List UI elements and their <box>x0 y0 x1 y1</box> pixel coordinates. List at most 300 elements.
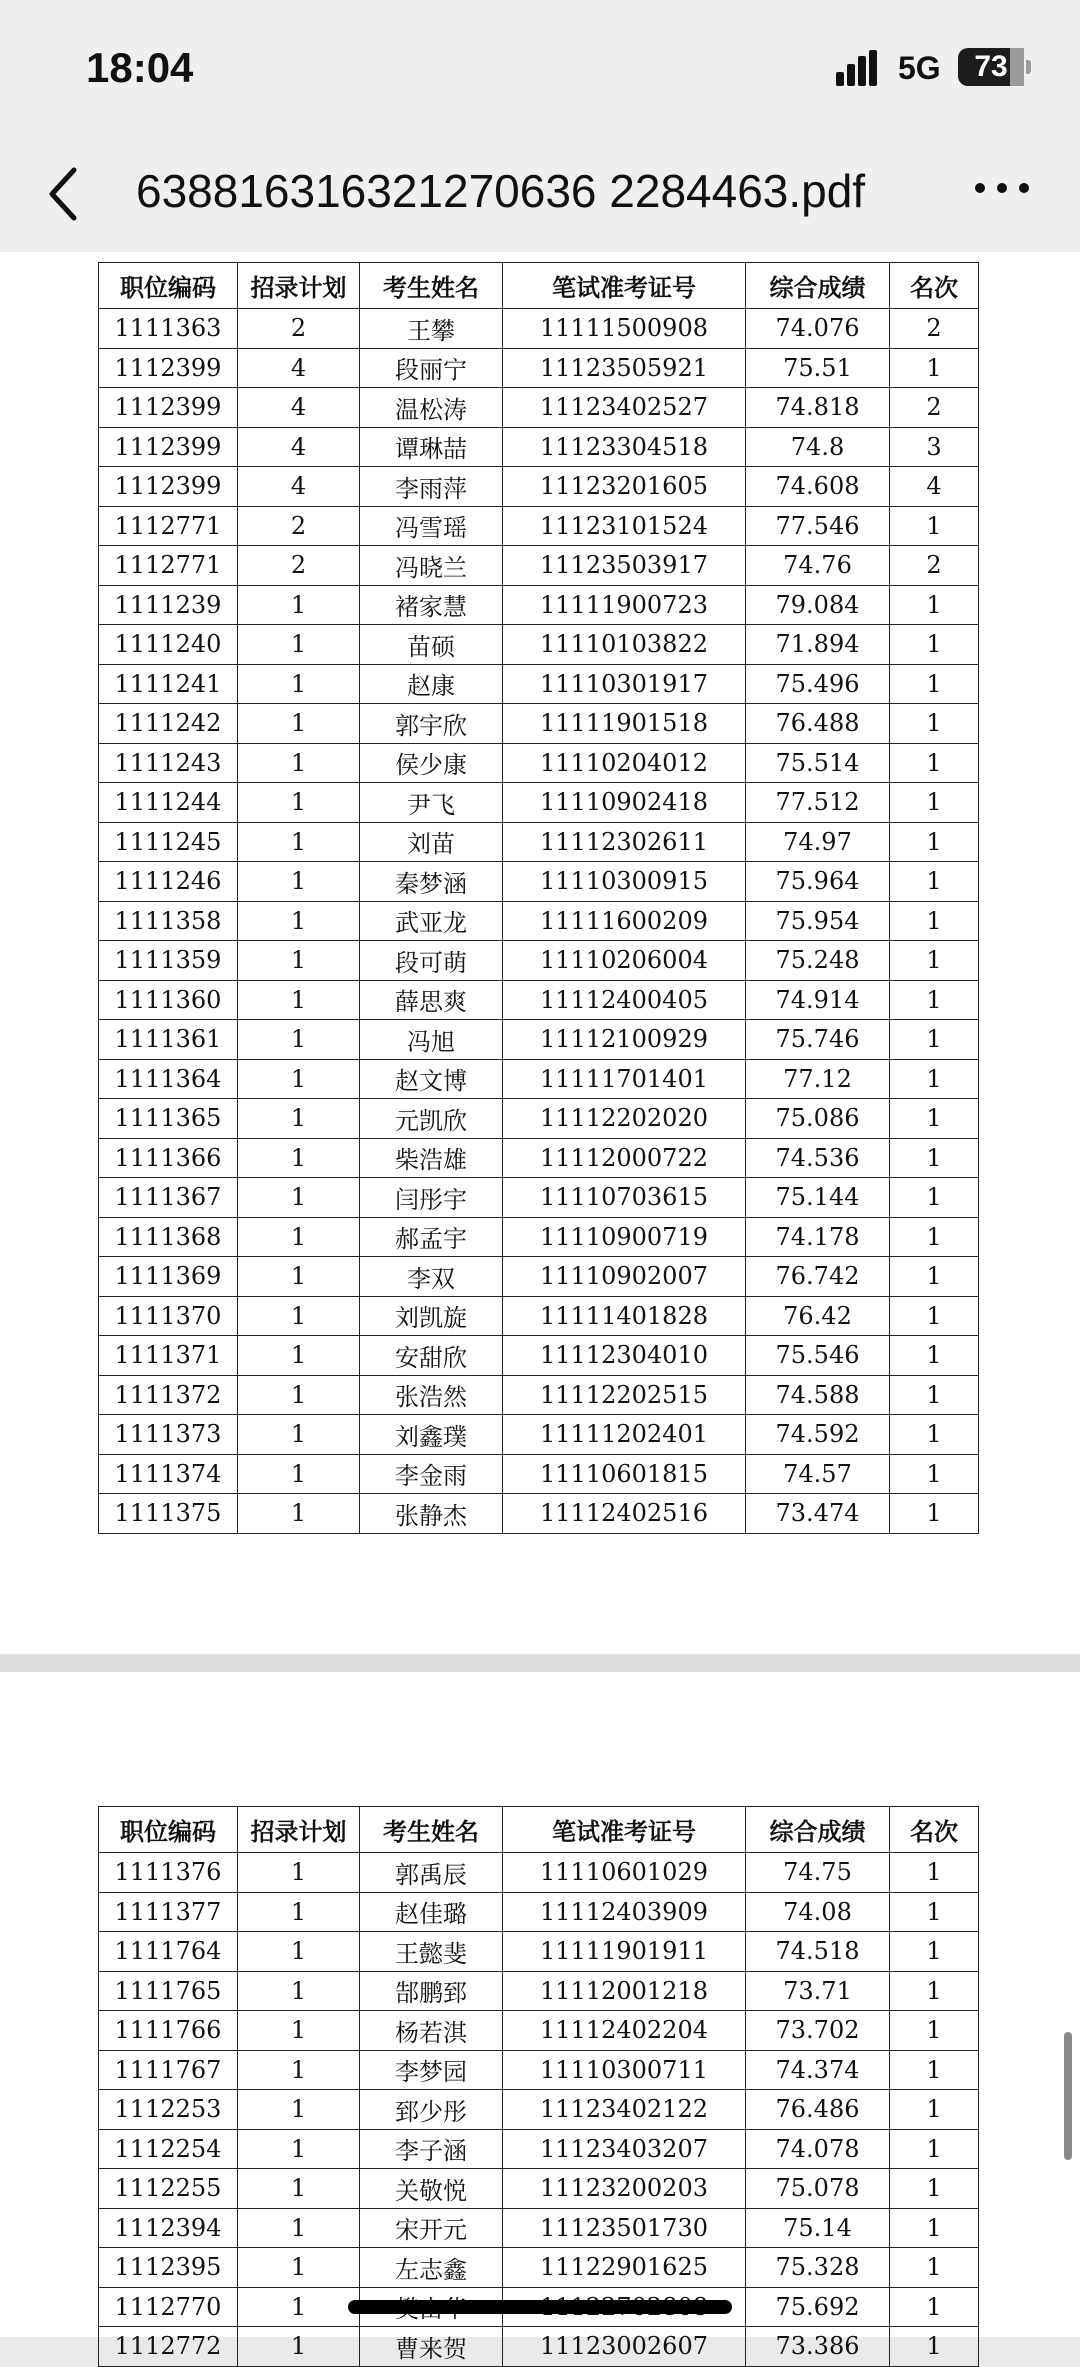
score-table-page-1 <box>98 262 979 1534</box>
cell-recruit-plan: 1 <box>238 743 360 783</box>
cell-total-score: 77.512 <box>746 783 890 823</box>
cell-total-score: 74.608 <box>746 467 890 507</box>
cell-exam-ticket: 11110204012 <box>503 743 746 783</box>
cell-exam-ticket: 11123505921 <box>503 348 746 388</box>
cell-exam-ticket: 11123002607 <box>503 2327 746 2367</box>
cell-exam-ticket: 11110206004 <box>503 941 746 981</box>
table-body-page-2 <box>99 1853 979 2367</box>
header-position-code: 职位编码 <box>99 263 238 309</box>
cell-exam-ticket: 11110601029 <box>503 1853 746 1893</box>
cell-recruit-plan: 1 <box>238 1257 360 1297</box>
nav-bar <box>0 140 1080 252</box>
cell-exam-ticket: 11123403207 <box>503 2129 746 2169</box>
cell-exam-ticket: 11123402122 <box>503 2090 746 2130</box>
cell-rank: 2 <box>890 388 979 428</box>
battery-icon <box>958 48 1024 86</box>
cell-candidate-name: 柴浩雄 <box>360 1138 503 1178</box>
cell-recruit-plan: 2 <box>238 506 360 546</box>
table-row <box>99 348 979 388</box>
table-row <box>99 1138 979 1178</box>
cell-rank: 1 <box>890 704 979 744</box>
cell-total-score: 75.514 <box>746 743 890 783</box>
cell-recruit-plan: 1 <box>238 901 360 941</box>
cell-candidate-name: 张浩然 <box>360 1375 503 1415</box>
cell-candidate-name: 杨若淇 <box>360 2011 503 2051</box>
table-row <box>99 1892 979 1932</box>
cell-candidate-name: 冯旭 <box>360 1020 503 1060</box>
cell-exam-ticket: 11110300915 <box>503 862 746 902</box>
back-button[interactable] <box>40 162 90 226</box>
cell-rank: 1 <box>890 822 979 862</box>
header-exam-ticket: 笔试准考证号 <box>503 263 746 309</box>
table-row <box>99 664 979 704</box>
cell-rank: 1 <box>890 2327 979 2367</box>
cell-position-code: 1111239 <box>99 585 238 625</box>
cell-recruit-plan: 4 <box>238 388 360 428</box>
table-row <box>99 1853 979 1893</box>
table-row <box>99 1099 979 1139</box>
cell-total-score: 76.742 <box>746 1257 890 1297</box>
cell-total-score: 76.486 <box>746 2090 890 2130</box>
cell-position-code: 1111358 <box>99 901 238 941</box>
cell-exam-ticket: 11123200203 <box>503 2169 746 2209</box>
header-exam-ticket: 笔试准考证号 <box>503 1807 746 1853</box>
cell-total-score: 75.964 <box>746 862 890 902</box>
cell-recruit-plan: 1 <box>238 1296 360 1336</box>
cell-recruit-plan: 1 <box>238 2169 360 2209</box>
cell-candidate-name: 苗硕 <box>360 625 503 665</box>
cell-rank: 1 <box>890 2208 979 2248</box>
cell-total-score: 75.51 <box>746 348 890 388</box>
cell-position-code: 1111369 <box>99 1257 238 1297</box>
table-row <box>99 1415 979 1455</box>
cell-position-code: 1111766 <box>99 2011 238 2051</box>
network-type: 5G <box>898 50 941 86</box>
cell-exam-ticket: 11123201605 <box>503 467 746 507</box>
header-candidate-name: 考生姓名 <box>360 1807 503 1853</box>
cell-exam-ticket: 11112400405 <box>503 980 746 1020</box>
table-row <box>99 1257 979 1297</box>
cell-position-code: 1111765 <box>99 1971 238 2011</box>
table-row <box>99 822 979 862</box>
cell-candidate-name: 王懿斐 <box>360 1932 503 1972</box>
cell-candidate-name: 刘鑫璞 <box>360 1415 503 1455</box>
cell-total-score: 75.248 <box>746 941 890 981</box>
cell-total-score: 77.12 <box>746 1059 890 1099</box>
table-row <box>99 2011 979 2051</box>
battery-cap <box>1026 60 1031 74</box>
cell-recruit-plan: 1 <box>238 783 360 823</box>
page-separator <box>0 1654 1080 1672</box>
pdf-page-1 <box>0 252 1080 1654</box>
cell-rank: 1 <box>890 783 979 823</box>
cell-recruit-plan: 1 <box>238 585 360 625</box>
cell-recruit-plan: 1 <box>238 2090 360 2130</box>
cell-position-code: 1111366 <box>99 1138 238 1178</box>
cell-rank: 1 <box>890 1059 979 1099</box>
cell-rank: 1 <box>890 1454 979 1494</box>
cell-rank: 1 <box>890 1971 979 2011</box>
cell-rank: 1 <box>890 1020 979 1060</box>
cell-rank: 1 <box>890 1138 979 1178</box>
chevron-left-icon <box>40 162 90 226</box>
table-row <box>99 2248 979 2288</box>
cell-position-code: 1111240 <box>99 625 238 665</box>
cell-rank: 1 <box>890 1375 979 1415</box>
cell-recruit-plan: 1 <box>238 2248 360 2288</box>
cell-exam-ticket: 11123501730 <box>503 2208 746 2248</box>
cell-total-score: 74.076 <box>746 309 890 349</box>
cell-rank: 1 <box>890 1892 979 1932</box>
cell-position-code: 1112399 <box>99 348 238 388</box>
cell-position-code: 1111764 <box>99 1932 238 1972</box>
cell-candidate-name: 张静杰 <box>360 1494 503 1534</box>
cell-rank: 1 <box>890 2169 979 2209</box>
table-row <box>99 1020 979 1060</box>
cell-rank: 1 <box>890 625 979 665</box>
cell-candidate-name: 王攀 <box>360 309 503 349</box>
cell-candidate-name: 郅少彤 <box>360 2090 503 2130</box>
table-row <box>99 783 979 823</box>
cell-position-code: 1112255 <box>99 2169 238 2209</box>
cell-total-score: 74.57 <box>746 1454 890 1494</box>
cell-exam-ticket: 11112202020 <box>503 1099 746 1139</box>
cell-candidate-name: 温松涛 <box>360 388 503 428</box>
table-header-row <box>99 263 979 309</box>
cell-recruit-plan: 1 <box>238 2129 360 2169</box>
cell-position-code: 1111377 <box>99 1892 238 1932</box>
table-row <box>99 625 979 665</box>
cell-exam-ticket: 11112302611 <box>503 822 746 862</box>
cell-rank: 1 <box>890 1257 979 1297</box>
header-position-code: 职位编码 <box>99 1807 238 1853</box>
cell-recruit-plan: 1 <box>238 1138 360 1178</box>
table-row <box>99 743 979 783</box>
cell-total-score: 75.496 <box>746 664 890 704</box>
cell-candidate-name: 段可萌 <box>360 941 503 981</box>
cell-recruit-plan: 1 <box>238 1020 360 1060</box>
table-row <box>99 2208 979 2248</box>
cell-exam-ticket: 11111401828 <box>503 1296 746 1336</box>
cell-total-score: 75.692 <box>746 2287 890 2327</box>
cell-exam-ticket: 11111901911 <box>503 1932 746 1972</box>
cell-rank: 1 <box>890 506 979 546</box>
cell-total-score: 74.588 <box>746 1375 890 1415</box>
cell-exam-ticket: 11110300711 <box>503 2050 746 2090</box>
cell-rank: 4 <box>890 467 979 507</box>
cell-position-code: 1111363 <box>99 309 238 349</box>
cell-total-score: 74.374 <box>746 2050 890 2090</box>
table-row <box>99 1971 979 2011</box>
cell-total-score: 74.08 <box>746 1892 890 1932</box>
table-row <box>99 980 979 1020</box>
cell-position-code: 1111241 <box>99 664 238 704</box>
table-row <box>99 2090 979 2130</box>
table-row <box>99 2327 979 2367</box>
cell-position-code: 1111372 <box>99 1375 238 1415</box>
cell-total-score: 75.144 <box>746 1178 890 1218</box>
cell-position-code: 1111375 <box>99 1494 238 1534</box>
document-title: 638816316321270636 2284463.pdf <box>136 165 866 217</box>
cell-candidate-name: 李子涵 <box>360 2129 503 2169</box>
cell-candidate-name: 安甜欣 <box>360 1336 503 1376</box>
cell-candidate-name: 赵文博 <box>360 1059 503 1099</box>
status-bar <box>0 0 1080 140</box>
cell-recruit-plan: 4 <box>238 348 360 388</box>
cell-candidate-name: 李金雨 <box>360 1454 503 1494</box>
cell-exam-ticket: 11110103822 <box>503 625 746 665</box>
table-row <box>99 1059 979 1099</box>
cell-position-code: 1112254 <box>99 2129 238 2169</box>
battery-level: 73 <box>974 50 1008 83</box>
cell-recruit-plan: 1 <box>238 1178 360 1218</box>
table-row <box>99 1178 979 1218</box>
scrollbar[interactable] <box>1064 2032 1072 2160</box>
cell-rank: 1 <box>890 1336 979 1376</box>
cell-exam-ticket: 11110902007 <box>503 1257 746 1297</box>
cell-recruit-plan: 1 <box>238 2050 360 2090</box>
cell-candidate-name: 郝孟宇 <box>360 1217 503 1257</box>
cell-total-score: 75.954 <box>746 901 890 941</box>
cell-position-code: 1111371 <box>99 1336 238 1376</box>
cell-rank: 1 <box>890 1217 979 1257</box>
cell-exam-ticket: 11110601815 <box>503 1454 746 1494</box>
cell-total-score: 73.386 <box>746 2327 890 2367</box>
cell-candidate-name: 刘凯旋 <box>360 1296 503 1336</box>
cell-rank: 1 <box>890 1932 979 1972</box>
header-candidate-name: 考生姓名 <box>360 263 503 309</box>
cell-position-code: 1111246 <box>99 862 238 902</box>
cell-position-code: 1111368 <box>99 1217 238 1257</box>
cell-rank: 1 <box>890 1415 979 1455</box>
cell-candidate-name: 段丽宁 <box>360 348 503 388</box>
cell-exam-ticket: 11111900723 <box>503 585 746 625</box>
cell-rank: 1 <box>890 2090 979 2130</box>
cell-position-code: 1112399 <box>99 467 238 507</box>
table-row <box>99 862 979 902</box>
table-row <box>99 1932 979 1972</box>
cell-position-code: 1112394 <box>99 2208 238 2248</box>
cell-candidate-name: 宋开元 <box>360 2208 503 2248</box>
cell-rank: 1 <box>890 1494 979 1534</box>
cell-recruit-plan: 1 <box>238 664 360 704</box>
table-row <box>99 704 979 744</box>
table-row <box>99 506 979 546</box>
table-row <box>99 2129 979 2169</box>
cell-exam-ticket: 11122901625 <box>503 2248 746 2288</box>
signal-icon <box>836 50 886 86</box>
cell-exam-ticket: 11111202401 <box>503 1415 746 1455</box>
cell-total-score: 75.078 <box>746 2169 890 2209</box>
cell-candidate-name: 李双 <box>360 1257 503 1297</box>
cell-recruit-plan: 2 <box>238 309 360 349</box>
cell-rank: 1 <box>890 901 979 941</box>
cell-recruit-plan: 1 <box>238 2208 360 2248</box>
cell-candidate-name: 秦梦涵 <box>360 862 503 902</box>
cell-total-score: 77.546 <box>746 506 890 546</box>
more-options-button[interactable] <box>972 168 1032 208</box>
cell-recruit-plan: 1 <box>238 2327 360 2367</box>
cell-candidate-name: 郜鹏郅 <box>360 1971 503 2011</box>
cell-position-code: 1112395 <box>99 2248 238 2288</box>
cell-rank: 1 <box>890 1099 979 1139</box>
cell-recruit-plan: 1 <box>238 1494 360 1534</box>
cell-exam-ticket: 11112100929 <box>503 1020 746 1060</box>
cell-total-score: 73.702 <box>746 2011 890 2051</box>
cell-recruit-plan: 1 <box>238 1971 360 2011</box>
cell-candidate-name: 刘苗 <box>360 822 503 862</box>
header-recruit-plan: 招录计划 <box>238 263 360 309</box>
cell-rank: 1 <box>890 1296 979 1336</box>
cell-rank: 1 <box>890 2287 979 2327</box>
header-recruit-plan: 招录计划 <box>238 1807 360 1853</box>
table-row <box>99 941 979 981</box>
cell-recruit-plan: 1 <box>238 862 360 902</box>
cell-exam-ticket: 11110301917 <box>503 664 746 704</box>
cell-total-score: 73.71 <box>746 1971 890 2011</box>
cell-candidate-name: 尹飞 <box>360 783 503 823</box>
cell-total-score: 71.894 <box>746 625 890 665</box>
cell-exam-ticket: 11110703615 <box>503 1178 746 1218</box>
cell-total-score: 76.42 <box>746 1296 890 1336</box>
cell-position-code: 1111361 <box>99 1020 238 1060</box>
cell-recruit-plan: 1 <box>238 704 360 744</box>
score-table-page-2 <box>98 1806 979 2367</box>
cell-rank: 1 <box>890 1853 979 1893</box>
table-row <box>99 427 979 467</box>
cell-position-code: 1111359 <box>99 941 238 981</box>
table-row <box>99 1336 979 1376</box>
cell-position-code: 1112399 <box>99 427 238 467</box>
cell-exam-ticket: 11123101524 <box>503 506 746 546</box>
cell-exam-ticket: 11112403909 <box>503 1892 746 1932</box>
cell-recruit-plan: 1 <box>238 2287 360 2327</box>
cell-total-score: 74.818 <box>746 388 890 428</box>
cell-exam-ticket: 11111701401 <box>503 1059 746 1099</box>
cell-position-code: 1111373 <box>99 1415 238 1455</box>
cell-position-code: 1111376 <box>99 1853 238 1893</box>
cell-rank: 1 <box>890 585 979 625</box>
table-row <box>99 309 979 349</box>
cell-candidate-name: 闫彤宇 <box>360 1178 503 1218</box>
cell-candidate-name: 关敬悦 <box>360 2169 503 2209</box>
cell-exam-ticket: 11112202515 <box>503 1375 746 1415</box>
cell-total-score: 74.76 <box>746 546 890 586</box>
cell-recruit-plan: 1 <box>238 1853 360 1893</box>
header-total-score: 综合成绩 <box>746 263 890 309</box>
table-row <box>99 2169 979 2209</box>
table-body-page-1 <box>99 309 979 1534</box>
cell-total-score: 74.536 <box>746 1138 890 1178</box>
cell-candidate-name: 赵康 <box>360 664 503 704</box>
cell-recruit-plan: 1 <box>238 625 360 665</box>
cell-position-code: 1111360 <box>99 980 238 1020</box>
home-indicator[interactable] <box>348 2300 732 2314</box>
cell-recruit-plan: 1 <box>238 822 360 862</box>
cell-total-score: 76.488 <box>746 704 890 744</box>
cell-total-score: 75.746 <box>746 1020 890 1060</box>
cell-total-score: 74.75 <box>746 1853 890 1893</box>
cell-total-score: 74.97 <box>746 822 890 862</box>
table-row <box>99 1375 979 1415</box>
cell-position-code: 1112772 <box>99 2327 238 2367</box>
cell-position-code: 1111242 <box>99 704 238 744</box>
cell-rank: 1 <box>890 941 979 981</box>
cell-candidate-name: 武亚龙 <box>360 901 503 941</box>
cell-rank: 1 <box>890 1178 979 1218</box>
cell-recruit-plan: 1 <box>238 1059 360 1099</box>
cell-rank: 1 <box>890 2011 979 2051</box>
cell-position-code: 1111245 <box>99 822 238 862</box>
cell-candidate-name: 冯雪瑶 <box>360 506 503 546</box>
cell-recruit-plan: 1 <box>238 1415 360 1455</box>
table-row <box>99 901 979 941</box>
cell-total-score: 74.914 <box>746 980 890 1020</box>
cell-candidate-name: 谭琳喆 <box>360 427 503 467</box>
cell-total-score: 74.8 <box>746 427 890 467</box>
cell-candidate-name: 褚家慧 <box>360 585 503 625</box>
cell-position-code: 1112253 <box>99 2090 238 2130</box>
cell-recruit-plan: 1 <box>238 1099 360 1139</box>
cell-total-score: 75.086 <box>746 1099 890 1139</box>
cell-candidate-name: 左志鑫 <box>360 2248 503 2288</box>
header-rank: 名次 <box>890 1807 979 1853</box>
cell-exam-ticket: 11110900719 <box>503 1217 746 1257</box>
table-row <box>99 2050 979 2090</box>
header-total-score: 综合成绩 <box>746 1807 890 1853</box>
cell-candidate-name: 元凯欣 <box>360 1099 503 1139</box>
cell-candidate-name: 郭宇欣 <box>360 704 503 744</box>
cell-candidate-name: 薛思爽 <box>360 980 503 1020</box>
cell-recruit-plan: 1 <box>238 980 360 1020</box>
cell-rank: 1 <box>890 2129 979 2169</box>
cell-recruit-plan: 4 <box>238 427 360 467</box>
cell-rank: 1 <box>890 862 979 902</box>
cell-rank: 3 <box>890 427 979 467</box>
cell-position-code: 1111244 <box>99 783 238 823</box>
cell-recruit-plan: 1 <box>238 1892 360 1932</box>
cell-recruit-plan: 1 <box>238 1454 360 1494</box>
cell-candidate-name: 李雨萍 <box>360 467 503 507</box>
pdf-page-2 <box>0 1672 1080 2363</box>
table-row <box>99 1494 979 1534</box>
cell-recruit-plan: 4 <box>238 467 360 507</box>
table-row <box>99 546 979 586</box>
cell-position-code: 1111365 <box>99 1099 238 1139</box>
cell-exam-ticket: 11111600209 <box>503 901 746 941</box>
cell-candidate-name: 郭禹辰 <box>360 1853 503 1893</box>
cell-exam-ticket: 11112304010 <box>503 1336 746 1376</box>
cell-recruit-plan: 1 <box>238 1336 360 1376</box>
table-row <box>99 1296 979 1336</box>
table-row <box>99 1454 979 1494</box>
cell-exam-ticket: 11110902418 <box>503 783 746 823</box>
cell-exam-ticket: 11112402204 <box>503 2011 746 2051</box>
table-header-row <box>99 1807 979 1853</box>
cell-total-score: 73.474 <box>746 1494 890 1534</box>
cell-position-code: 1111364 <box>99 1059 238 1099</box>
cell-rank: 1 <box>890 2248 979 2288</box>
cell-exam-ticket: 11123402527 <box>503 388 746 428</box>
cell-candidate-name: 侯少康 <box>360 743 503 783</box>
cell-recruit-plan: 1 <box>238 941 360 981</box>
cell-total-score: 75.14 <box>746 2208 890 2248</box>
cell-recruit-plan: 2 <box>238 546 360 586</box>
cell-position-code: 1111243 <box>99 743 238 783</box>
cell-exam-ticket: 11111500908 <box>503 309 746 349</box>
cell-total-score: 79.084 <box>746 585 890 625</box>
cell-recruit-plan: 1 <box>238 2011 360 2051</box>
